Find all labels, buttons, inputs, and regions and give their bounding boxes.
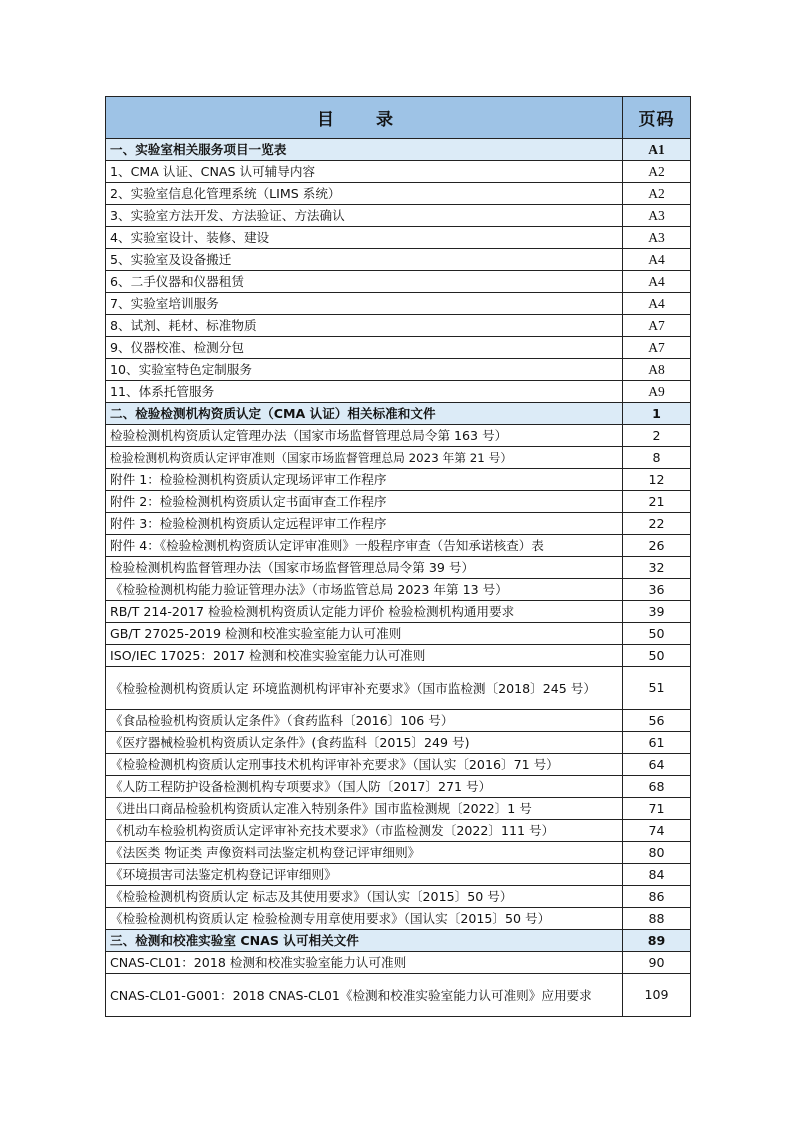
page-number: A9 xyxy=(623,381,691,403)
page-number: 21 xyxy=(623,491,691,513)
page-number: A3 xyxy=(623,205,691,227)
entry-title: 《食品检验机构资质认定条件》（食药监科〔2016〕106 号） xyxy=(106,710,623,732)
toc-entry-row xyxy=(106,842,691,864)
toc-entry-row xyxy=(106,447,691,469)
entry-title: 检验检测机构监督管理办法（国家市场监督管理总局令第 39 号） xyxy=(106,557,623,579)
section-title: 二、检验检测机构资质认定（CMA 认证）相关标准和文件 xyxy=(106,403,623,425)
entry-title: 8、试剂、耗材、标准物质 xyxy=(106,315,623,337)
page-number: 50 xyxy=(623,623,691,645)
page-number: 68 xyxy=(623,776,691,798)
page-number: 51 xyxy=(623,667,691,710)
entry-title: 《进出口商品检验机构资质认定准入特别条件》国市监检测规〔2022〕1 号 xyxy=(106,798,623,820)
toc-entry-row xyxy=(106,776,691,798)
entry-title: 3、实验室方法开发、方法验证、方法确认 xyxy=(106,205,623,227)
toc-table xyxy=(105,96,691,1017)
toc-entry-row xyxy=(106,249,691,271)
toc-entry-row xyxy=(106,579,691,601)
section-row xyxy=(106,403,691,425)
page-number: 36 xyxy=(623,579,691,601)
toc-entry-row xyxy=(106,161,691,183)
page-number: 32 xyxy=(623,557,691,579)
page-number: A4 xyxy=(623,293,691,315)
entry-title: CNAS-CL01-G001：2018 CNAS-CL01《检测和校准实验室能力认可准则》应用要求 xyxy=(106,974,623,1017)
page-number: A2 xyxy=(623,183,691,205)
entry-title: 附件 4：《检验检测机构资质认定评审准则》一般程序审查（告知承诺核查）表 xyxy=(106,535,623,557)
toc-body xyxy=(106,139,691,1017)
page-number: A4 xyxy=(623,249,691,271)
toc-entry-row xyxy=(106,535,691,557)
entry-title: 11、体系托管服务 xyxy=(106,381,623,403)
entry-title: 9、仪器校准、检测分包 xyxy=(106,337,623,359)
entry-title: 《检验检测机构资质认定 环境监测机构评审补充要求》（国市监检测〔2018〕245 号） xyxy=(106,667,623,710)
page-number: 61 xyxy=(623,732,691,754)
toc-entry-row xyxy=(106,491,691,513)
toc-entry-row xyxy=(106,710,691,732)
page-number: 74 xyxy=(623,820,691,842)
entry-title: 《检验检测机构资质认定 检验检测专用章使用要求》（国认实〔2015〕50 号） xyxy=(106,908,623,930)
toc-entry-row xyxy=(106,337,691,359)
entry-title: 《检验检测机构资质认定刑事技术机构评审补充要求》（国认实〔2016〕71 号） xyxy=(106,754,623,776)
section-title: 三、检测和校准实验室 CNAS 认可相关文件 xyxy=(106,930,623,952)
page-number: A3 xyxy=(623,227,691,249)
entry-title: 附件 2：检验检测机构资质认定书面审查工作程序 xyxy=(106,491,623,513)
toc-entry-row xyxy=(106,557,691,579)
page-number: 71 xyxy=(623,798,691,820)
toc-entry-row xyxy=(106,864,691,886)
entry-title: 《法医类 物证类 声像资料司法鉴定机构登记评审细则》 xyxy=(106,842,623,864)
page-number: 64 xyxy=(623,754,691,776)
toc-entry-row xyxy=(106,271,691,293)
section-row xyxy=(106,139,691,161)
page-number: 84 xyxy=(623,864,691,886)
toc-entry-row xyxy=(106,667,691,710)
page-number: 39 xyxy=(623,601,691,623)
toc-entry-row xyxy=(106,908,691,930)
toc-entry-row xyxy=(106,513,691,535)
entry-title: 《检验检测机构资质认定 标志及其使用要求》（国认实〔2015〕50 号） xyxy=(106,886,623,908)
toc-entry-row xyxy=(106,820,691,842)
section-row xyxy=(106,930,691,952)
page-number: 22 xyxy=(623,513,691,535)
entry-title: 附件 3：检验检测机构资质认定远程评审工作程序 xyxy=(106,513,623,535)
toc-entry-row xyxy=(106,601,691,623)
entry-title: 7、实验室培训服务 xyxy=(106,293,623,315)
entry-title: 6、二手仪器和仪器租赁 xyxy=(106,271,623,293)
page-number: 109 xyxy=(623,974,691,1017)
page-number: 88 xyxy=(623,908,691,930)
page-number: 89 xyxy=(623,930,691,952)
toc-entry-row xyxy=(106,425,691,447)
entry-title: RB/T 214-2017 检验检测机构资质认定能力评价 检验检测机构通用要求 xyxy=(106,601,623,623)
entry-title: 《检验检测机构能力验证管理办法》（市场监管总局 2023 年第 13 号） xyxy=(106,579,623,601)
page-number: 56 xyxy=(623,710,691,732)
entry-title: 检验检测机构资质认定评审准则（国家市场监督管理总局 2023 年第 21 号） xyxy=(106,447,623,469)
page-number: A7 xyxy=(623,337,691,359)
page-column-header: 页码 xyxy=(623,97,691,139)
toc-entry-row xyxy=(106,754,691,776)
toc-title: 目 录 xyxy=(106,97,623,139)
entry-title: GB/T 27025-2019 检测和校准实验室能力认可准则 xyxy=(106,623,623,645)
entry-title: 《机动车检验机构资质认定评审补充技术要求》（市监检测发〔2022〕111 号） xyxy=(106,820,623,842)
page-number: A2 xyxy=(623,161,691,183)
toc-entry-row xyxy=(106,732,691,754)
entry-title: 2、实验室信息化管理系统（LIMS 系统） xyxy=(106,183,623,205)
entry-title: 《环境损害司法鉴定机构登记评审细则》 xyxy=(106,864,623,886)
toc-entry-row xyxy=(106,293,691,315)
toc-entry-row xyxy=(106,623,691,645)
entry-title: ISO/IEC 17025：2017 检测和校准实验室能力认可准则 xyxy=(106,645,623,667)
toc-entry-row xyxy=(106,952,691,974)
page-number: 12 xyxy=(623,469,691,491)
entry-title: 5、实验室及设备搬迁 xyxy=(106,249,623,271)
page-number: 26 xyxy=(623,535,691,557)
entry-title: 《人防工程防护设备检测机构专项要求》（国人防〔2017〕271 号） xyxy=(106,776,623,798)
entry-title: 4、实验室设计、装修、建设 xyxy=(106,227,623,249)
page-number: 90 xyxy=(623,952,691,974)
entry-title: 检验检测机构资质认定管理办法（国家市场监督管理总局令第 163 号） xyxy=(106,425,623,447)
toc-entry-row xyxy=(106,798,691,820)
page-number: A8 xyxy=(623,359,691,381)
toc-entry-row xyxy=(106,205,691,227)
entry-title: CNAS-CL01：2018 检测和校准实验室能力认可准则 xyxy=(106,952,623,974)
page-number: 8 xyxy=(623,447,691,469)
page-number: A4 xyxy=(623,271,691,293)
page-number: 86 xyxy=(623,886,691,908)
page-number: A7 xyxy=(623,315,691,337)
toc-entry-row xyxy=(106,974,691,1017)
page-number: 80 xyxy=(623,842,691,864)
entry-title: 10、实验室特色定制服务 xyxy=(106,359,623,381)
entry-title: 附件 1：检验检测机构资质认定现场评审工作程序 xyxy=(106,469,623,491)
toc-entry-row xyxy=(106,381,691,403)
section-title: 一、实验室相关服务项目一览表 xyxy=(106,139,623,161)
page-number: A1 xyxy=(623,139,691,161)
toc-entry-row xyxy=(106,886,691,908)
toc-entry-row xyxy=(106,359,691,381)
page-number: 1 xyxy=(623,403,691,425)
toc-entry-row xyxy=(106,315,691,337)
toc-entry-row xyxy=(106,227,691,249)
toc-header-row xyxy=(106,97,691,139)
entry-title: 1、CMA 认证、CNAS 认可辅导内容 xyxy=(106,161,623,183)
toc-entry-row xyxy=(106,469,691,491)
toc-entry-row xyxy=(106,183,691,205)
toc-entry-row xyxy=(106,645,691,667)
page-number: 50 xyxy=(623,645,691,667)
page-number: 2 xyxy=(623,425,691,447)
entry-title: 《医疗器械检验机构资质认定条件》(食药监科〔2015〕249 号) xyxy=(106,732,623,754)
